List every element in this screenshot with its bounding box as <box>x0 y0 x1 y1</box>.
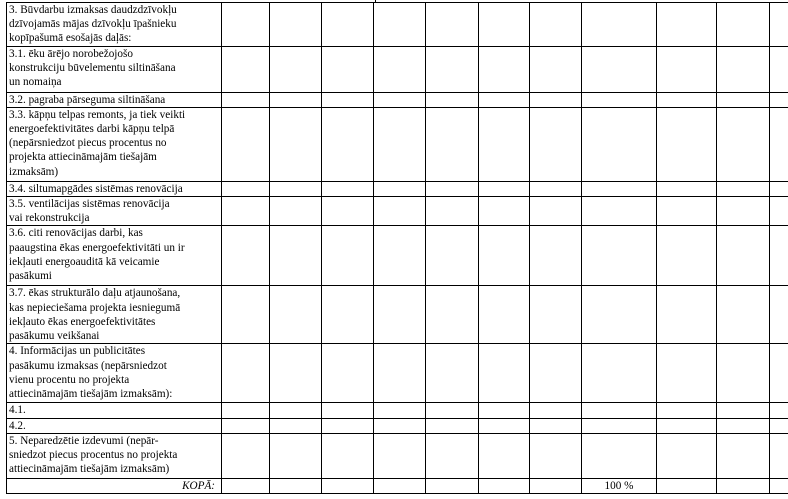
value-cell[interactable] <box>426 433 479 478</box>
table-row <box>7 286 788 344</box>
value-cell[interactable] <box>657 344 717 403</box>
value-cell[interactable] <box>770 226 788 286</box>
value-cell[interactable] <box>657 418 717 433</box>
value-cell[interactable] <box>582 197 657 226</box>
value-cell[interactable] <box>426 344 479 403</box>
value-cell[interactable] <box>530 403 582 418</box>
value-cell[interactable] <box>717 478 770 493</box>
value-cell[interactable] <box>322 92 374 107</box>
value-cell[interactable] <box>479 226 530 286</box>
value-cell[interactable] <box>322 478 374 493</box>
total-percent-value: 100 % <box>582 478 657 493</box>
row-label: 5. Neparedzētie izdevumi (nepār- sniedzot piecus procentus no projekta attiecināmajām tiešajām izmaksām) <box>7 433 222 478</box>
value-cell[interactable] <box>582 3 657 47</box>
table-row <box>7 92 788 107</box>
value-cell[interactable] <box>530 107 582 181</box>
table-row <box>7 181 788 196</box>
value-cell[interactable] <box>770 433 788 478</box>
value-cell[interactable] <box>657 286 717 344</box>
value-cell[interactable] <box>222 226 270 286</box>
value-cell[interactable] <box>657 433 717 478</box>
value-cell[interactable] <box>374 3 426 47</box>
value-cell[interactable] <box>530 181 582 196</box>
value-cell[interactable] <box>322 46 374 92</box>
value-cell[interactable] <box>322 181 374 196</box>
value-cell[interactable] <box>222 418 270 433</box>
value-cell[interactable] <box>657 92 717 107</box>
value-cell[interactable] <box>374 344 426 403</box>
row-label: 4. Informācijas un publicitātes pasākumu izmaksas (nepārsniedzot vienu procentu no projekta attiecināmajām tiešajām izmaksām): <box>7 344 222 403</box>
value-cell[interactable] <box>322 286 374 344</box>
value-cell[interactable] <box>322 226 374 286</box>
value-cell[interactable] <box>530 226 582 286</box>
value-cell[interactable] <box>479 197 530 226</box>
table-row <box>7 107 788 181</box>
value-cell[interactable] <box>479 478 530 493</box>
value-cell[interactable] <box>270 418 322 433</box>
value-cell[interactable] <box>657 107 717 181</box>
value-cell[interactable] <box>270 226 322 286</box>
value-cell[interactable] <box>582 46 657 92</box>
value-cell[interactable] <box>530 3 582 47</box>
value-cell[interactable] <box>374 403 426 418</box>
value-cell[interactable] <box>479 92 530 107</box>
value-cell[interactable] <box>717 3 770 47</box>
value-cell[interactable] <box>582 344 657 403</box>
value-cell[interactable] <box>479 433 530 478</box>
value-cell[interactable] <box>426 197 479 226</box>
value-cell[interactable] <box>582 433 657 478</box>
table-row <box>7 197 788 226</box>
value-cell[interactable] <box>374 433 426 478</box>
row-label: 4.1. <box>7 403 222 418</box>
value-cell[interactable] <box>657 46 717 92</box>
value-cell[interactable] <box>530 92 582 107</box>
value-cell[interactable] <box>770 478 788 493</box>
row-label: 3.2. pagraba pārseguma siltināšana <box>7 92 222 107</box>
row-label: 3.1. ēku ārējo norobežojošo konstrukciju būvelementu siltināšana un nomaiņa <box>7 46 222 92</box>
value-cell[interactable] <box>426 478 479 493</box>
value-cell[interactable] <box>322 403 374 418</box>
value-cell[interactable] <box>479 418 530 433</box>
table-body <box>7 3 788 494</box>
value-cell[interactable] <box>770 92 788 107</box>
value-cell[interactable] <box>222 403 270 418</box>
value-cell[interactable] <box>374 181 426 196</box>
value-cell[interactable] <box>270 478 322 493</box>
value-cell[interactable] <box>717 344 770 403</box>
value-cell[interactable] <box>657 197 717 226</box>
value-cell[interactable] <box>270 344 322 403</box>
value-cell[interactable] <box>322 433 374 478</box>
value-cell[interactable] <box>426 403 479 418</box>
value-cell[interactable] <box>479 344 530 403</box>
value-cell[interactable] <box>374 197 426 226</box>
value-cell[interactable] <box>322 3 374 47</box>
row-label: 3. Būvdarbu izmaksas daudzdzīvokļu dzīvojamās mājas dzīvokļu īpašnieku kopīpašumā esošajās daļās: <box>7 3 222 47</box>
value-cell[interactable] <box>770 418 788 433</box>
row-label: 3.5. ventilācijas sistēmas renovācija vai rekonstrukcija <box>7 197 222 226</box>
value-cell[interactable] <box>374 92 426 107</box>
total-row <box>7 478 788 493</box>
value-cell[interactable] <box>222 181 270 196</box>
table-row <box>7 418 788 433</box>
value-cell[interactable] <box>770 403 788 418</box>
table-row <box>7 3 788 47</box>
value-cell[interactable] <box>374 478 426 493</box>
value-cell[interactable] <box>770 107 788 181</box>
value-cell[interactable] <box>222 107 270 181</box>
value-cell[interactable] <box>717 197 770 226</box>
value-cell[interactable] <box>770 344 788 403</box>
value-cell[interactable] <box>270 181 322 196</box>
value-cell[interactable] <box>222 344 270 403</box>
value-cell[interactable] <box>426 226 479 286</box>
row-label: 3.3. kāpņu telpas remonts, ja tiek veikti energoefektivitātes darbi kāpņu telpā (nepārsniedzot piecus procentus no projekta attiecināmajām tiešajām izmaksām) <box>7 107 222 181</box>
value-cell[interactable] <box>717 433 770 478</box>
value-cell[interactable] <box>530 286 582 344</box>
value-cell[interactable] <box>770 197 788 226</box>
cost-breakdown-table <box>6 2 788 494</box>
value-cell[interactable] <box>530 418 582 433</box>
value-cell[interactable] <box>222 433 270 478</box>
value-cell[interactable] <box>657 3 717 47</box>
value-cell[interactable] <box>426 46 479 92</box>
value-cell[interactable] <box>717 92 770 107</box>
value-cell[interactable] <box>270 107 322 181</box>
value-cell[interactable] <box>582 92 657 107</box>
value-cell[interactable] <box>222 46 270 92</box>
value-cell[interactable] <box>770 181 788 196</box>
row-label: 4.2. <box>7 418 222 433</box>
value-cell[interactable] <box>770 286 788 344</box>
value-cell[interactable] <box>426 418 479 433</box>
value-cell[interactable] <box>426 107 479 181</box>
value-cell[interactable] <box>717 403 770 418</box>
value-cell[interactable] <box>657 226 717 286</box>
value-cell[interactable] <box>479 181 530 196</box>
value-cell[interactable] <box>374 286 426 344</box>
value-cell[interactable] <box>270 286 322 344</box>
value-cell[interactable] <box>582 286 657 344</box>
value-cell[interactable] <box>322 107 374 181</box>
value-cell[interactable] <box>582 181 657 196</box>
value-cell[interactable] <box>717 181 770 196</box>
value-cell[interactable] <box>717 418 770 433</box>
value-cell[interactable] <box>270 433 322 478</box>
value-cell[interactable] <box>530 344 582 403</box>
value-cell[interactable] <box>530 433 582 478</box>
value-cell[interactable] <box>426 92 479 107</box>
value-cell[interactable] <box>479 107 530 181</box>
value-cell[interactable] <box>717 107 770 181</box>
row-label: 3.7. ēkas strukturālo daļu atjaunošana, kas nepieciešama projekta iesniegumā iekļauto ēkas energoefektivitātes pasākumu veikšanai <box>7 286 222 344</box>
value-cell[interactable] <box>770 3 788 47</box>
row-label: 3.6. citi renovācijas darbi, kas paaugstina ēkas energoefektivitāti un ir iekļauti energoauditā kā veicamie pasākumi <box>7 226 222 286</box>
value-cell[interactable] <box>582 226 657 286</box>
value-cell[interactable] <box>479 286 530 344</box>
value-cell[interactable] <box>270 3 322 47</box>
value-cell[interactable] <box>717 46 770 92</box>
value-cell[interactable] <box>270 197 322 226</box>
table-row <box>7 344 788 403</box>
value-cell[interactable] <box>582 418 657 433</box>
table-row <box>7 433 788 478</box>
value-cell[interactable] <box>374 107 426 181</box>
value-cell[interactable] <box>530 478 582 493</box>
value-cell[interactable] <box>322 197 374 226</box>
value-cell[interactable] <box>479 403 530 418</box>
value-cell[interactable] <box>270 403 322 418</box>
value-cell[interactable] <box>222 197 270 226</box>
value-cell[interactable] <box>222 92 270 107</box>
value-cell[interactable] <box>222 478 270 493</box>
value-cell[interactable] <box>770 46 788 92</box>
value-cell[interactable] <box>530 197 582 226</box>
value-cell[interactable] <box>717 286 770 344</box>
value-cell[interactable] <box>717 226 770 286</box>
value-cell[interactable] <box>530 46 582 92</box>
value-cell[interactable] <box>270 92 322 107</box>
value-cell[interactable] <box>374 226 426 286</box>
value-cell[interactable] <box>582 107 657 181</box>
value-cell[interactable] <box>657 181 717 196</box>
table-row <box>7 403 788 418</box>
value-cell[interactable] <box>222 286 270 344</box>
value-cell[interactable] <box>426 286 479 344</box>
value-cell[interactable] <box>374 418 426 433</box>
value-cell[interactable] <box>322 418 374 433</box>
value-cell[interactable] <box>479 46 530 92</box>
value-cell[interactable] <box>657 403 717 418</box>
total-label: KOPĀ: <box>7 478 222 493</box>
row-label: 3.4. siltumapgādes sistēmas renovācija <box>7 181 222 196</box>
value-cell[interactable] <box>426 181 479 196</box>
table-row <box>7 46 788 92</box>
value-cell[interactable] <box>374 46 426 92</box>
value-cell[interactable] <box>322 344 374 403</box>
value-cell[interactable] <box>270 46 322 92</box>
value-cell[interactable] <box>222 3 270 47</box>
value-cell[interactable] <box>479 3 530 47</box>
value-cell[interactable] <box>657 478 717 493</box>
value-cell[interactable] <box>582 403 657 418</box>
table-row <box>7 226 788 286</box>
value-cell[interactable] <box>426 3 479 47</box>
